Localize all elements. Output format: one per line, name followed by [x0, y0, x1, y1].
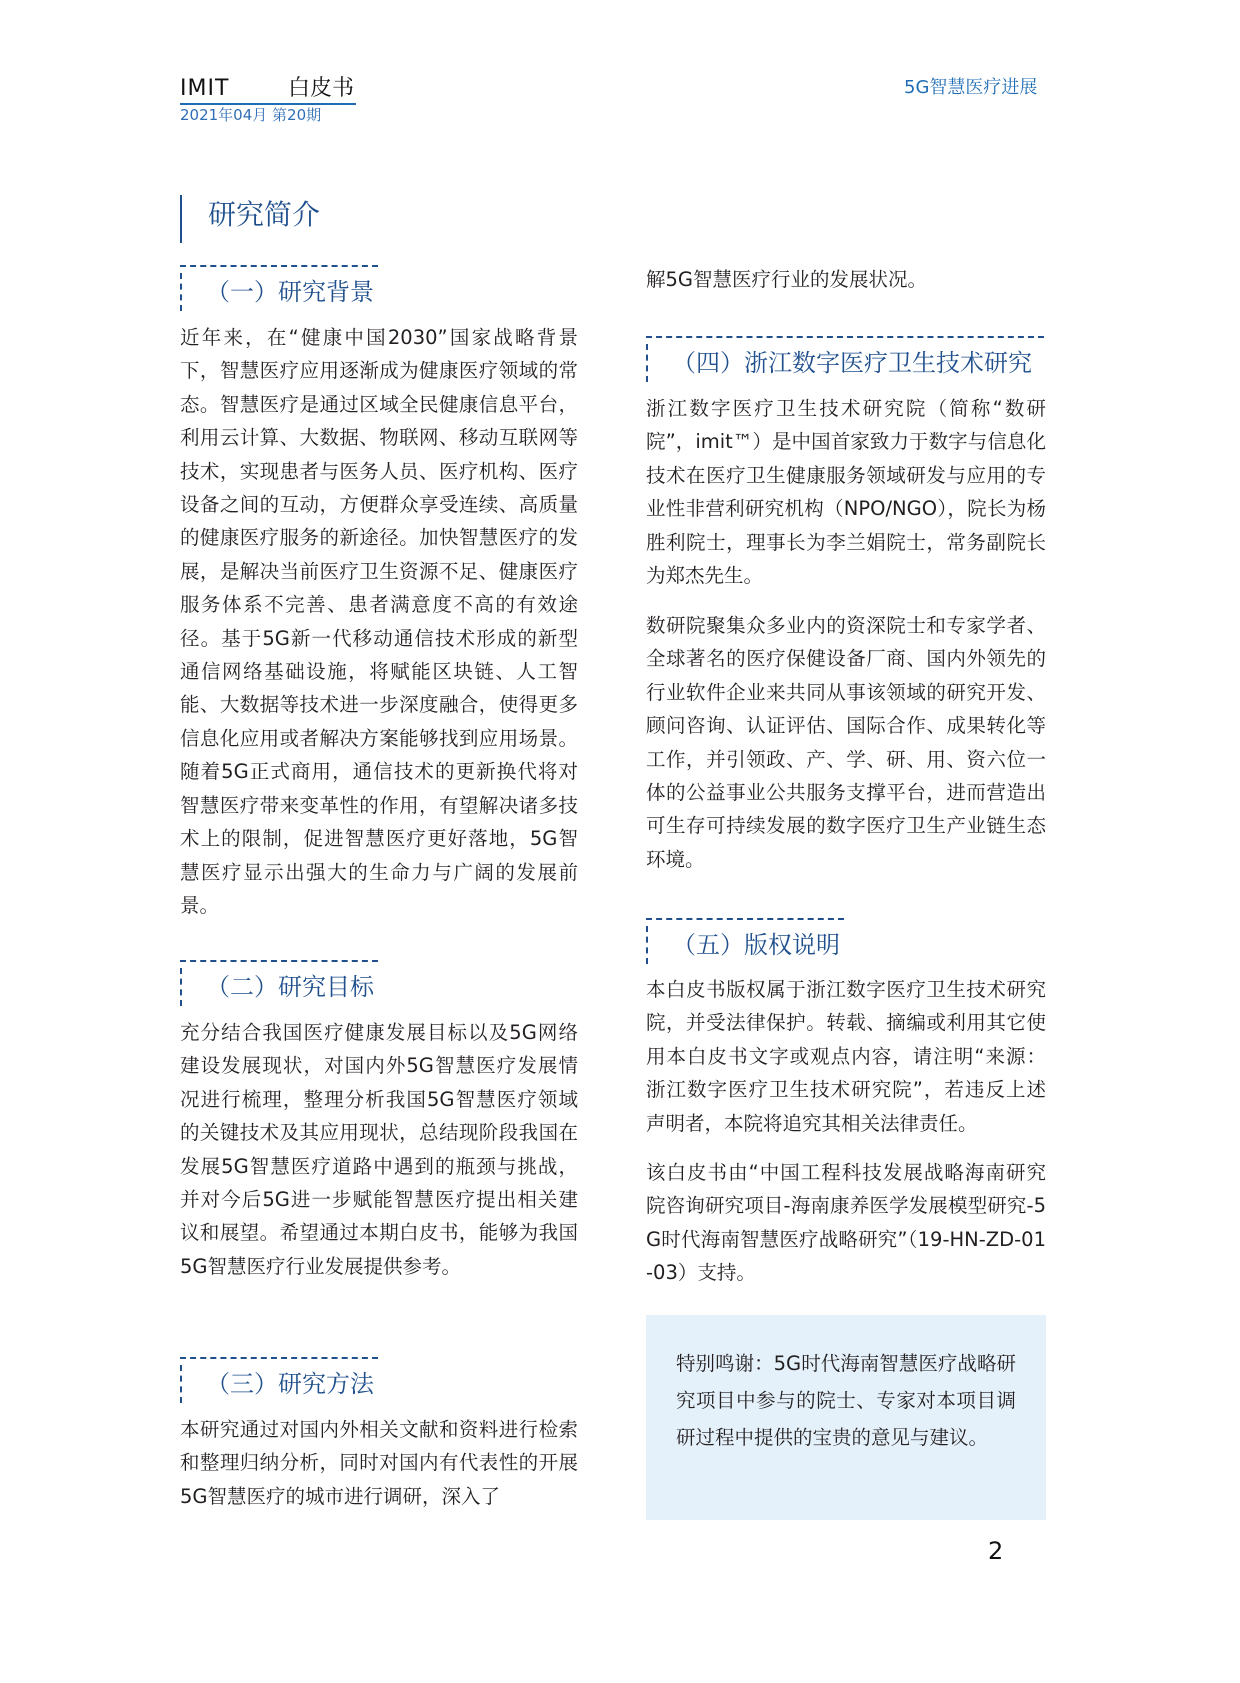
- header-brand: [180, 76, 356, 105]
- subsection-title: （三）研究方法: [206, 1370, 374, 1398]
- paragraph-goal: 充分结合我国医疗健康发展目标以及5G网络建设发展现状，对国内外5G智慧医疗发展情况进行梳理，整理分析我国5G智慧医疗领域的关键技术及其应用现状，总结现阶段我国在发展5G智慧医疗道路中遇到的瓶颈与挑战，并对今后5G进一步赋能智慧医疗提出相关建议和展望。希望通过本期白皮书，能够为我国5G智慧医疗行业发展提供参考。: [180, 1021, 578, 1278]
- heading-dash-top: [180, 1357, 378, 1359]
- paragraph-institute-intro: 浙江数字医疗卫生技术研究院（简称“数研院”，imit™）是中国首家致力于数字与信息化技术在医疗卫生健康服务领域研发与应用的专业性非营利研究机构（NPO/NGO），院长为杨胜利院士，理事长为李兰娟院士，常务副院长为郑杰先生。: [646, 397, 1046, 588]
- heading-dash-left: [180, 273, 182, 311]
- heading-dash-top: [646, 918, 844, 920]
- issue-date: 2021年04月 第20期: [180, 106, 322, 124]
- subsection-title: （五）版权说明: [672, 931, 840, 959]
- subsection-title: （四）浙江数字医疗卫生技术研究: [672, 349, 1032, 377]
- page-number: 2: [988, 1537, 1004, 1565]
- paragraph-institute-mission: 数研院聚集众多业内的资深院士和专家学者、全球著名的医疗保健设备厂商、国内外领先的行业软件企业来共同从事该领域的研究开发、顾问咨询、认证评估、国际合作、成果转化等工作，并引领政、产、学、研、用、资六位一体的公益事业公共服务支撑平台，进而营造出可生存可持续发展的数字医疗卫生产业链生态环境。: [646, 614, 1046, 871]
- paragraph-method-continued: 解5G智慧医疗行业的发展状况。: [646, 268, 928, 291]
- acknowledgement-text: 特别鸣谢：5G时代海南智慧医疗战略研究项目中参与的院士、专家对本项目调研过程中提供的宝贵的意见与建议。: [676, 1352, 1016, 1449]
- paragraph-funding: 该白皮书由“中国工程科技发展战略海南研究院咨询研究项目-海南康养医学发展模型研究-5G时代海南智慧医疗战略研究”（19-HN-ZD-01-03）支持。: [646, 1161, 1046, 1285]
- paragraph-method: 本研究通过对国内外相关文献和资料进行检索和整理归纳分析，同时对国内有代表性的开展5G智慧医疗的城市进行调研，深入了: [180, 1418, 578, 1508]
- brand-name: IMIT: [180, 76, 230, 101]
- doc-type: 白皮书: [288, 76, 355, 101]
- heading-dash-top: [180, 265, 378, 267]
- heading-dash-left: [646, 344, 648, 382]
- paragraph-background: 近年来，在“健康中国2030”国家战略背景下，智慧医疗应用逐渐成为健康医疗领域的常态。智慧医疗是通过区域全民健康信息平台，利用云计算、大数据、物联网、移动互联网等技术，实现患者与医务人员、医疗机构、医疗设备之间的互动，方便群众享受连续、高质量的健康医疗服务的新途径。加快智慧医疗的发展，是解决当前医疗卫生资源不足、健康医疗服务体系不完善、患者满意度不高的有效途径。基于5G新一代移动通信技术形成的新型通信网络基础设施，将赋能区块链、人工智能、大数据等技术进一步深度融合，使得更多信息化应用或者解决方案能够找到应用场景。随着5G正式商用，通信技术的更新换代将对智慧医疗带来变革性的作用，有望解决诸多技术上的限制，促进智慧医疗更好落地，5G智慧医疗显示出强大的生命力与广阔的发展前景。: [180, 326, 578, 917]
- subsection-title: （二）研究目标: [206, 973, 374, 1001]
- subsection-title: （一）研究背景: [206, 278, 374, 306]
- heading-dash-top: [646, 336, 1044, 338]
- heading-dash-top: [180, 960, 378, 962]
- heading-dash-left: [180, 968, 182, 1006]
- section-title: 研究简介: [180, 195, 320, 243]
- heading-dash-left: [646, 926, 648, 964]
- running-title: 5G智慧医疗进展: [904, 77, 1038, 98]
- heading-dash-left: [180, 1365, 182, 1403]
- acknowledgement-box: [646, 1315, 1046, 1520]
- paragraph-copyright: 本白皮书版权属于浙江数字医疗卫生技术研究院，并受法律保护。转载、摘编或利用其它使用本白皮书文字或观点内容，请注明“来源：浙江数字医疗卫生技术研究院”，若违反上述声明者，本院将追究其相关法律责任。: [646, 978, 1046, 1135]
